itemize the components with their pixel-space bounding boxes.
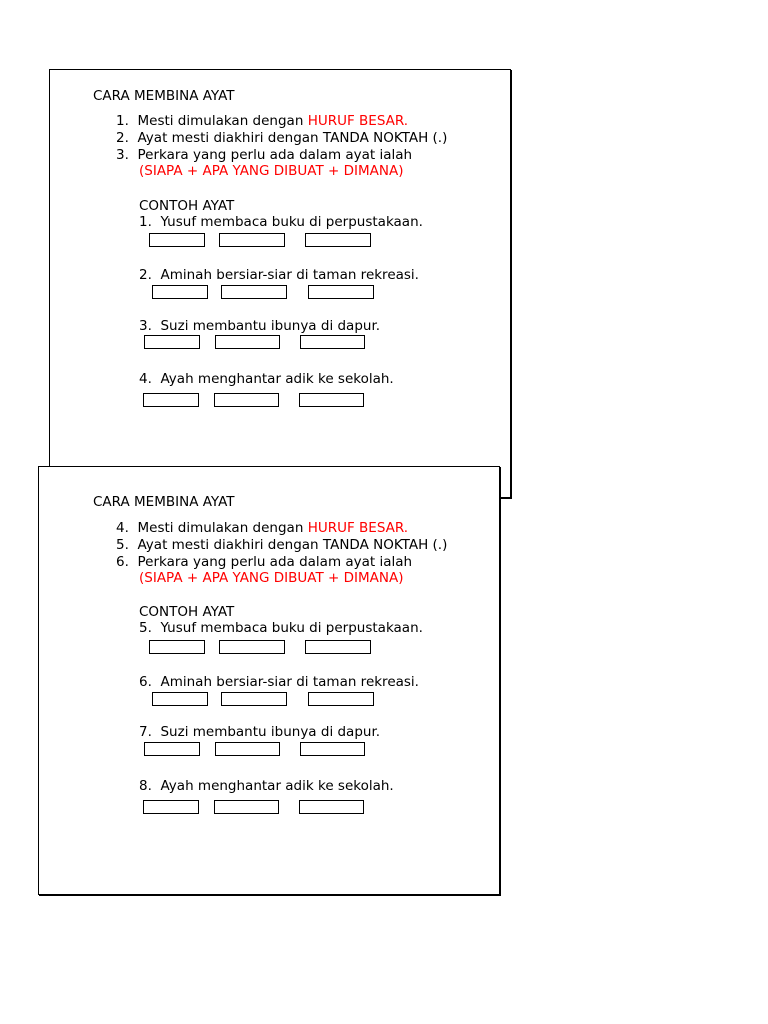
example-sentence-1 [139, 214, 423, 230]
worksheet-card-1 [49, 69, 511, 498]
rule-text: Ayat mesti diakhiri dengan TANDA NOKTAH (.) [137, 537, 448, 553]
answer-box[interactable] [144, 335, 200, 349]
example-text: Ayah menghantar adik ke sekolah. [160, 778, 394, 794]
answer-box[interactable] [219, 640, 285, 654]
answer-box[interactable] [149, 640, 205, 654]
answer-box[interactable] [219, 233, 285, 247]
examples-heading: CONTOH AYAT [139, 604, 235, 620]
example-number: 3. [139, 318, 152, 334]
answer-box[interactable] [305, 640, 371, 654]
rule-item-5 [116, 537, 447, 553]
example-number: 7. [139, 724, 152, 740]
card-title: CARA MEMBINA AYAT [93, 494, 235, 510]
example-text: Aminah bersiar-siar di taman rekreasi. [160, 674, 419, 690]
answer-box[interactable] [152, 692, 208, 706]
answer-box[interactable] [152, 285, 208, 299]
example-sentence-3 [139, 318, 380, 334]
answer-box[interactable] [143, 393, 199, 407]
example-number: 4. [139, 371, 152, 387]
rule-item-1 [116, 113, 408, 129]
answer-box[interactable] [300, 742, 365, 756]
answer-box[interactable] [299, 800, 364, 814]
example-sentence-7 [139, 724, 380, 740]
answer-box[interactable] [215, 335, 280, 349]
card-title: CARA MEMBINA AYAT [93, 88, 235, 104]
rule-item-4 [116, 520, 408, 536]
answer-box[interactable] [308, 692, 374, 706]
answer-box[interactable] [221, 285, 287, 299]
sentence-formula: (SIAPA + APA YANG DIBUAT + DIMANA) [139, 570, 404, 586]
answer-box[interactable] [308, 285, 374, 299]
example-number: 8. [139, 778, 152, 794]
answer-box[interactable] [215, 742, 280, 756]
example-text: Ayah menghantar adik ke sekolah. [160, 371, 394, 387]
example-text: Suzi membantu ibunya di dapur. [160, 724, 381, 740]
example-text: Suzi membantu ibunya di dapur. [160, 318, 381, 334]
example-sentence-5 [139, 620, 423, 636]
rule-number: 6. [116, 554, 129, 570]
answer-box[interactable] [214, 800, 279, 814]
example-sentence-4 [139, 371, 394, 387]
answer-box[interactable] [143, 800, 199, 814]
rule-text: Perkara yang perlu ada dalam ayat ialah [137, 554, 413, 570]
rule-number: 4. [116, 520, 129, 536]
example-text: Yusuf membaca buku di perpustakaan. [160, 214, 423, 230]
rule-number: 2. [116, 130, 129, 146]
example-sentence-8 [139, 778, 394, 794]
rule-text: Mesti dimulakan dengan [137, 520, 308, 536]
rule-text: Ayat mesti diakhiri dengan TANDA NOKTAH (.) [137, 130, 448, 146]
example-number: 1. [139, 214, 152, 230]
answer-box[interactable] [149, 233, 205, 247]
answer-box[interactable] [214, 393, 279, 407]
rule-highlight: HURUF BESAR. [307, 520, 409, 536]
example-number: 6. [139, 674, 152, 690]
rule-number: 1. [116, 113, 129, 129]
rule-text: Mesti dimulakan dengan [137, 113, 308, 129]
answer-box[interactable] [305, 233, 371, 247]
example-sentence-2 [139, 267, 419, 283]
rule-item-2 [116, 130, 447, 146]
rule-number: 5. [116, 537, 129, 553]
example-number: 2. [139, 267, 152, 283]
rule-number: 3. [116, 147, 129, 163]
rule-text: Perkara yang perlu ada dalam ayat ialah [137, 147, 413, 163]
rule-item-6 [116, 554, 412, 570]
answer-box[interactable] [221, 692, 287, 706]
worksheet-card-2 [38, 466, 500, 895]
answer-box[interactable] [300, 335, 365, 349]
example-number: 5. [139, 620, 152, 636]
answer-box[interactable] [299, 393, 364, 407]
examples-heading: CONTOH AYAT [139, 198, 235, 214]
example-sentence-6 [139, 674, 419, 690]
example-text: Aminah bersiar-siar di taman rekreasi. [160, 267, 419, 283]
example-text: Yusuf membaca buku di perpustakaan. [160, 620, 423, 636]
rule-highlight: HURUF BESAR. [307, 113, 409, 129]
rule-item-3 [116, 147, 412, 163]
answer-box[interactable] [144, 742, 200, 756]
sentence-formula: (SIAPA + APA YANG DIBUAT + DIMANA) [139, 163, 404, 179]
